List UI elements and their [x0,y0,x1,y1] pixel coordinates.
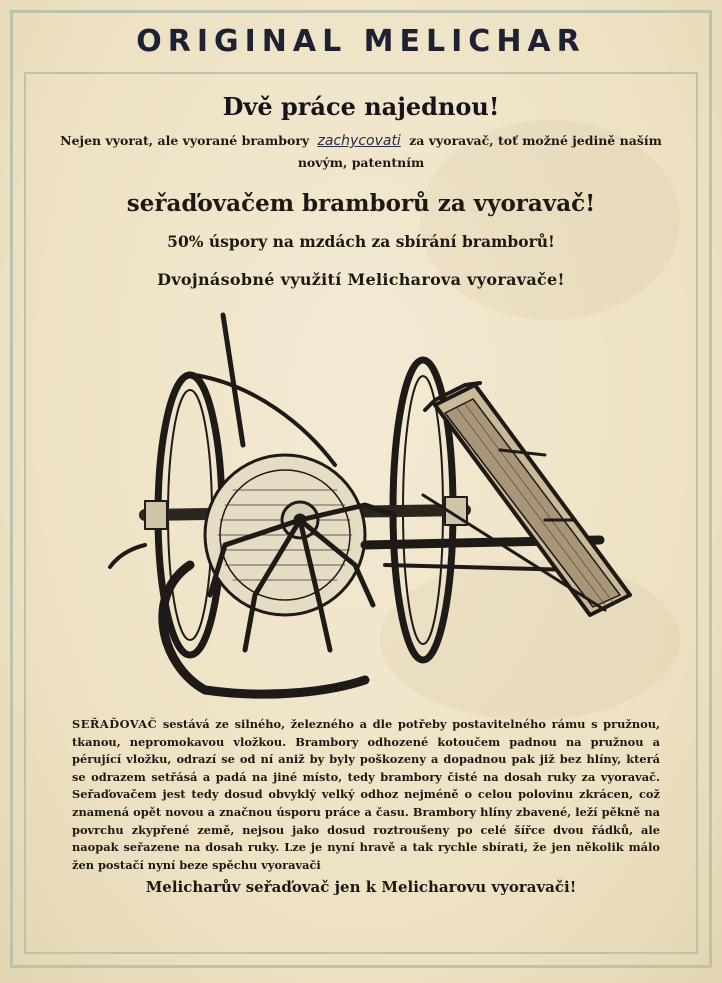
intro-handwritten-word: zachycovati [317,133,401,149]
description-lead: SEŘAĎOVAČ [72,717,158,731]
potato-sorter-illustration [105,305,645,710]
intro-text-after: za vyoravač, toť možné jedině naším novým, patentním [297,133,662,170]
description-paragraph [72,716,660,874]
description-text: sestává ze silného, železného a dle potřeby postavitelného rámu s pružnou, tkanou, nepromokavou vložkou. Brambory odhozené kotoučem padnou na pružnou a pérující vložku, odrazí se od ní aniž by byly poškozeny a dopadnou pak již bez hlíny, která se odrazem setřásá a padá na jiné místo, tedy brambory čisté na dosah ruky za vyoravač. Seřaďovačem jest tedy dosud obvyklý velký odhoz nejméně o celou polovinu zkrácen, což znamená opět novou a značnou úsporu práce a času. Brambory hlíny zbavené, leží pěkně na povrchu zkypřené země, nejsou jako dosud roztroušeny po celé šířce dvou řádků, ale naopak seřazene na dosah ruky. Lze je nyní hravě a tak rychle sbírati, že jen několik málo žen postačí nyní beze spěchu vyoravači [72,717,661,872]
intro-text-before: Nejen vyorat, ale vyorané brambory [60,133,310,148]
brand-title: ORIGINAL MELICHAR [136,24,586,59]
headline: Dvě práce najednou! [222,92,500,121]
double-use-line: Dvojnásobné využití Melicharova vyoravače! [157,270,565,289]
intro-paragraph [60,130,662,174]
footer-slogan: Melicharův seřaďovač jen k Melicharovu vyoravači! [145,878,577,896]
subheadline: seřaďovačem bramborů za vyoravač! [126,190,596,217]
savings-line: 50% úspory na mzdách za sbírání bramborů! [167,232,555,251]
